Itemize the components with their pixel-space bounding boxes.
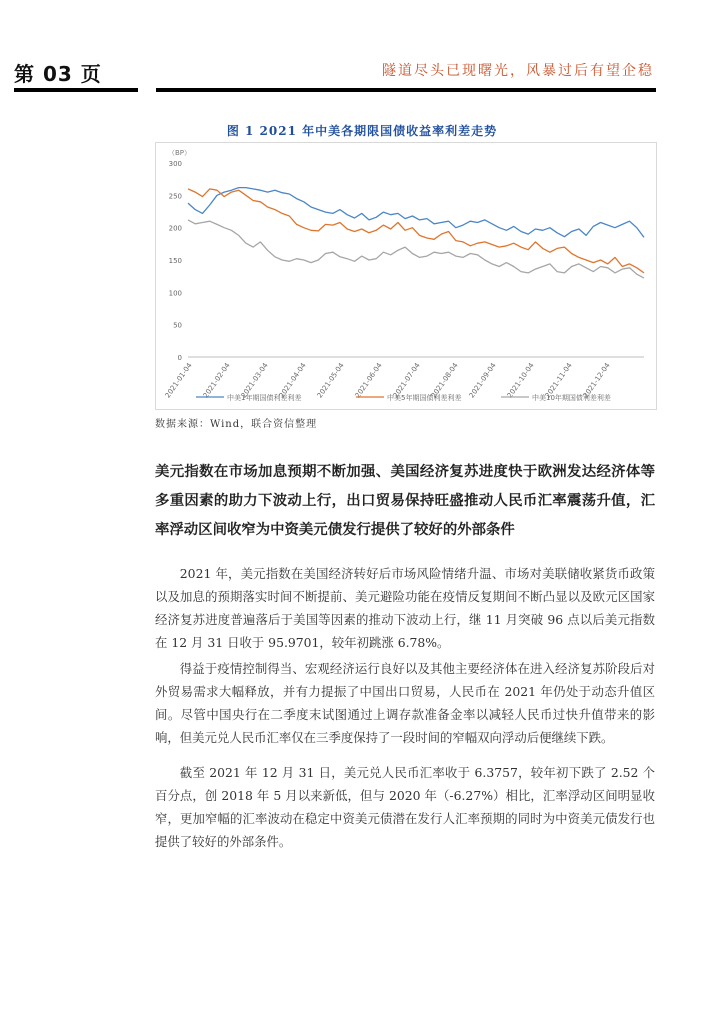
x-tick-label: 2021-05-04 [315, 361, 346, 400]
x-tick-label: 2021-10-04 [505, 361, 536, 400]
y-tick-label: 100 [168, 289, 182, 298]
series-line-2 [188, 189, 644, 273]
x-tick-label: 2021-02-04 [201, 361, 232, 400]
series-line-3 [188, 220, 644, 278]
chart-container [155, 142, 657, 410]
paragraph-2: 得益于疫情控制得当、宏观经济运行良好以及其他主要经济体在进入经济复苏阶段后对外贸易需求大幅释放，并有力提振了中国出口贸易，人民币在 2021 年仍处于动态升值区间。尽管中国央行在二季度末试图通过上调存款准备金率以减轻人民币过快升值带来的影响，但美元兑人民币汇率仅在三季度保持了一段时间的窄幅双向浮动后便继续下跌。 [155, 661, 655, 745]
legend-label-1: 中美1年期国债利差利差 [227, 394, 302, 402]
paragraph-3: 截至 2021 年 12 月 31 日，美元兑人民币汇率收于 6.3757，较年初下跌了 2.52 个百分点，创 2018 年 5 月以来新低，但与 2020 年（-6.27%）相比，汇率浮动区间明显收窄，更加窄幅的汇率波动在稳定中资美元债潜在发行人汇率预期的同时为中资美元债发行也提供了较好的外部条件。 [155, 765, 655, 849]
spread-line-chart [156, 143, 656, 409]
y-tick-label: 300 [168, 160, 182, 168]
y-tick-label: 200 [168, 224, 182, 233]
x-tick-label: 2021-12-04 [581, 361, 612, 400]
legend-label-2: 中美5年期国债利差利差 [387, 394, 462, 402]
legend-label-3: 中美10年期国债利差利差 [532, 394, 611, 402]
x-tick-label: 2021-03-04 [239, 361, 270, 400]
header-slogan: 隧道尽头已现曙光，风暴过后有望企稳 [382, 63, 654, 79]
figure-title: 图 1 2021 年中美各期限国债收益率利差走势 [226, 124, 498, 138]
x-tick-label: 2021-01-04 [163, 361, 194, 400]
header-rule-left [14, 88, 138, 92]
paragraph-1: 2021 年，美元指数在美国经济转好后市场风险情绪升温、市场对美联储收紧货币政策以及加息的预期落实时间不断提前、美元避险功能在疫情反复期间不断凸显以及欧元区国家经济复苏进度普遍落后于美国等因素的推动下波动上行，继 11 月突破 96 点以后美元指数在 12 月 31 日收于 95.9701，较年初跳涨 6.78%。 [155, 566, 655, 650]
x-tick-label: 2021-07-04 [391, 361, 422, 400]
x-tick-label: 2021-08-04 [429, 361, 460, 400]
page-number: 第 03 页 [14, 62, 102, 86]
header-rule-right [156, 88, 656, 92]
y-tick-label: 250 [168, 192, 182, 201]
series-line-1 [188, 188, 644, 238]
section-summary: 美元指数在市场加息预期不断加强、美国经济复苏进度快于欧洲发达经济体等多重因素的助力下波动上行，出口贸易保持旺盛推动人民币汇率震荡升值，汇率浮动区间收窄为中资美元债发行提供了较好的外部条件 [155, 464, 655, 538]
y-tick-label: 0 [177, 354, 182, 362]
x-tick-label: 2021-11-04 [543, 361, 574, 400]
x-tick-label: 2021-06-04 [353, 361, 384, 400]
figure-source: 数据来源：Wind，联合资信整理 [155, 419, 318, 430]
x-tick-label: 2021-04-04 [277, 361, 308, 400]
y-tick-label: 50 [173, 321, 182, 330]
y-unit-label: （BP） [168, 149, 192, 157]
x-tick-label: 2021-09-04 [467, 361, 498, 400]
y-tick-label: 150 [168, 257, 182, 265]
